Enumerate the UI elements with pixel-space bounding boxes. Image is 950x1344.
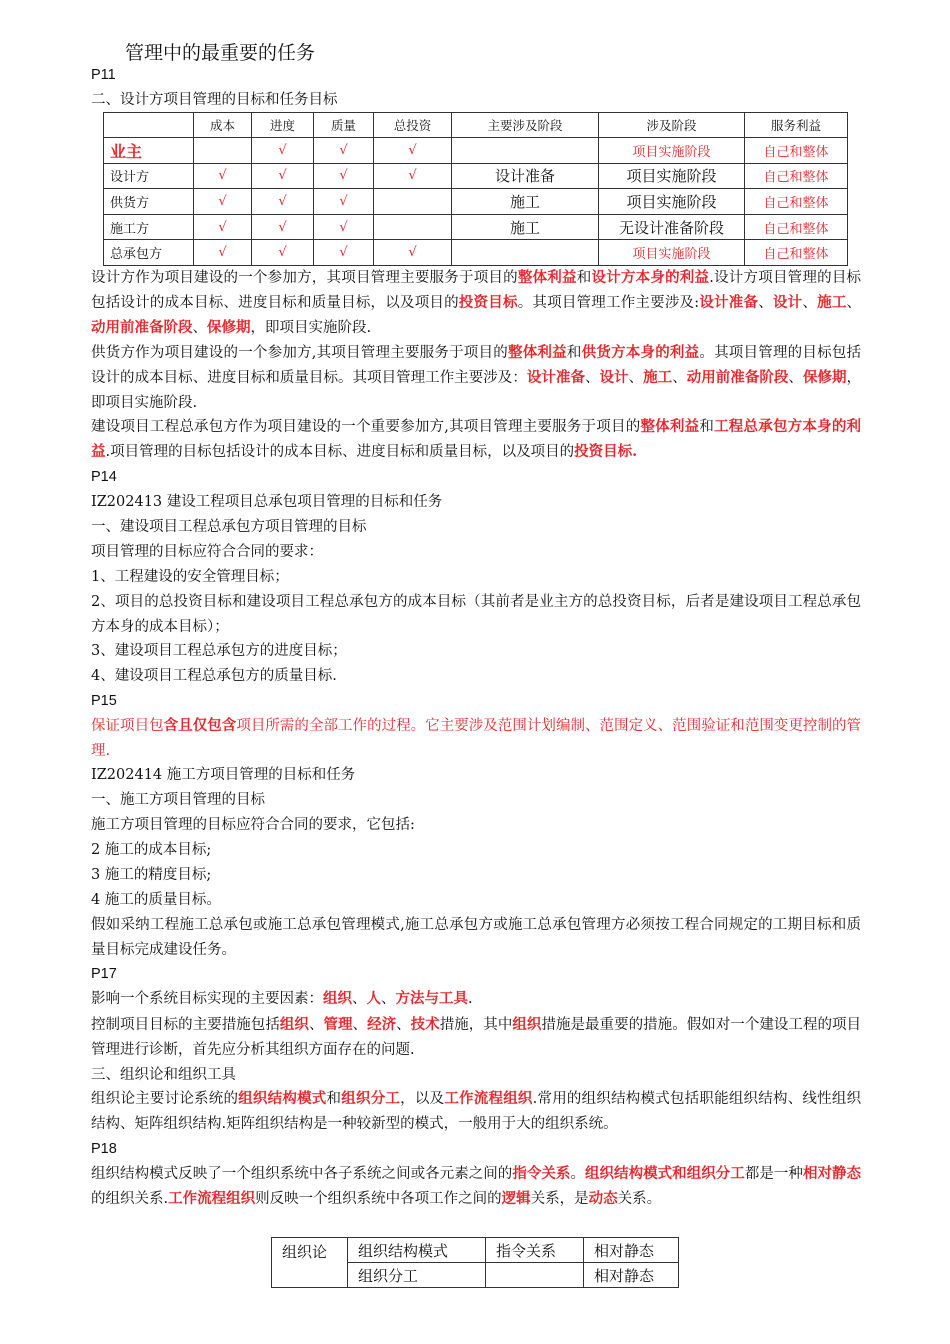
- highlight-text: 整体利益: [517, 269, 577, 286]
- table-cell: 相对静态: [584, 1263, 679, 1288]
- check-cell: √: [252, 240, 314, 266]
- header-cell: 进度: [252, 113, 314, 138]
- interest-cell: 自己和整体: [745, 138, 848, 164]
- highlight-text: 施工: [817, 293, 847, 311]
- text-run: 和: [566, 345, 582, 361]
- body-text: 施工方项目管理的目标应符合合同的要求，它包括:: [91, 817, 415, 833]
- paragraph-measures: [91, 1013, 861, 1063]
- highlight-text: 动用前准备阶段: [686, 368, 789, 386]
- text-run: 。其项目管理工作主要涉及:: [517, 294, 700, 311]
- text-run: 关系。: [617, 1190, 662, 1207]
- body-text: 项目管理的目标应符合合同的要求：: [91, 544, 323, 560]
- header-cell: [104, 113, 194, 138]
- check-cell: √: [314, 240, 374, 266]
- highlight-text: 施工: [643, 368, 673, 386]
- highlight-text: 设计准备: [526, 368, 585, 386]
- page-ref-p11: P11: [91, 67, 116, 83]
- check-cell: [374, 189, 452, 215]
- check-cell: √: [314, 189, 374, 215]
- text-run: 、: [381, 991, 396, 1007]
- text-run: 关系，是: [530, 1190, 589, 1207]
- text-run: 组织结构模式反映了一个组织系统中各子系统之间或各元素之间的: [91, 1166, 513, 1182]
- check-cell: √: [314, 163, 374, 189]
- table-row: [104, 189, 848, 215]
- list-item: 2、项目的总投资目标和建设项目工程总承包方的成本目标（其前者是业主方的总投资目标，后者是建设项目工程总承包方本身的成本目标）；: [91, 594, 861, 635]
- section-heading-iz202414: IZ202414 施工方项目管理的目标和任务: [91, 767, 356, 783]
- check-cell: √: [314, 138, 374, 164]
- highlight-text: 组织: [512, 1016, 542, 1033]
- text-run: 、: [788, 369, 803, 386]
- table-cell: 组织结构模式: [348, 1238, 486, 1263]
- stage-cell: 项目实施阶段: [599, 189, 745, 215]
- text-run: 、: [802, 294, 818, 311]
- interest-cell: 自己和整体: [745, 240, 848, 266]
- check-cell: √: [194, 189, 252, 215]
- highlight-text: 工作流程组织: [168, 1189, 256, 1207]
- highlight-text: 供货方本身的利益: [581, 344, 700, 361]
- table-label: 组织论: [272, 1238, 348, 1288]
- page-title: 管理中的最重要的任务: [125, 42, 316, 64]
- paragraph-supply-party: [91, 341, 861, 415]
- highlight-text: 整体利益: [507, 344, 567, 361]
- highlight-text: 整体利益: [640, 418, 700, 435]
- interest-cell: 自己和整体: [745, 163, 848, 189]
- list-item: 3、建设项目工程总承包方的进度目标；: [91, 643, 347, 659]
- row-label: 供货方: [104, 189, 194, 215]
- text-run: 项目所需的全部工作的过程。它主要涉及范围计划编制、范围定义、范围验证和范围变更控制的管理.: [91, 718, 862, 759]
- text-run: 保证项目包: [91, 718, 164, 734]
- highlight-text: 相对静态: [802, 1165, 862, 1182]
- highlight-text: 工作流程组织: [444, 1090, 533, 1107]
- text-run: 的组织关系.: [91, 1190, 169, 1207]
- text-run: 设计方作为项目建设的一个参加方，其项目管理主要服务于项目的: [91, 270, 518, 286]
- table-cell: 指令关系: [486, 1238, 584, 1263]
- text-run: 则反映一个组织系统中各项工作之间的: [255, 1190, 502, 1207]
- paragraph-design-party: [91, 266, 861, 340]
- text-run: 都是一种: [744, 1166, 803, 1182]
- interest-cell: 自己和整体: [745, 214, 848, 240]
- highlight-text: 组织结构模式: [238, 1090, 327, 1107]
- main-stage-cell: 设计准备: [452, 163, 599, 189]
- text-run: ，即项目实施阶段.: [250, 319, 372, 336]
- text-run: .: [468, 991, 473, 1007]
- text-run: 措施是最重要的措施。假如对一个建设工程的项目管理进行诊断，首先应分析其组织方面存在的问题.: [91, 1017, 862, 1058]
- paragraph-general-contractor: [91, 415, 861, 465]
- highlight-text: 方法与工具: [395, 990, 468, 1007]
- header-cell: 主要涉及阶段: [452, 113, 599, 138]
- page-ref-p14: P14: [91, 469, 117, 485]
- body-paragraph: 假如采纳工程施工总承包或施工总承包管理模式,施工总承包方或施工总承包管理方必须按工程合同规定的工期目标和质量目标完成建设任务。: [91, 917, 861, 958]
- highlight-text: 投资目标.: [574, 442, 638, 460]
- highlight-text: 组织结构模式和组织分工: [585, 1165, 745, 1182]
- row-label: 业主: [104, 138, 194, 164]
- highlight-text: 投资目标: [458, 293, 518, 311]
- stage-cell: 项目实施阶段: [599, 138, 745, 164]
- check-cell: √: [374, 138, 452, 164]
- text-run: 控制项目目标的主要措施包括: [91, 1017, 280, 1033]
- subheading: 一、建设项目工程总承包方项目管理的目标: [91, 519, 367, 535]
- paragraph-org-theory: [91, 1087, 861, 1137]
- row-label: 设计方: [104, 163, 194, 189]
- highlight-text: 组织分工: [341, 1090, 401, 1107]
- page-ref-p17: P17: [91, 966, 117, 982]
- text-run: 、: [352, 1017, 368, 1033]
- paragraph-factors: [91, 987, 866, 1012]
- text-run: 影响一个系统目标实现的主要因素：: [91, 991, 323, 1007]
- text-run: 供货方作为项目建设的一个参加方,其项目管理主要服务于项目的: [91, 345, 508, 361]
- highlight-text: 动态: [588, 1189, 618, 1207]
- text-run: 、: [585, 369, 600, 386]
- table-row: [104, 214, 848, 240]
- highlight-text: 指令关系: [512, 1165, 571, 1182]
- highlight-text: 设计: [772, 293, 803, 311]
- table-row: [104, 240, 848, 266]
- subheading: 一、施工方项目管理的目标: [91, 792, 265, 808]
- list-item: 4 施工的质量目标。: [91, 892, 221, 908]
- page-ref-p18: P18: [91, 1141, 117, 1157]
- text-run: 、: [846, 294, 862, 311]
- text-run: ，即项目实施阶段.: [91, 369, 862, 411]
- section-heading-org: 三、组织论和组织工具: [91, 1067, 236, 1083]
- check-cell: √: [194, 240, 252, 266]
- main-stage-cell: 施工: [452, 189, 599, 215]
- main-stage-cell: [452, 138, 599, 164]
- header-cell: 质量: [314, 113, 374, 138]
- stage-cell: 无设计准备阶段: [599, 214, 745, 240]
- list-item: 4、建设项目工程总承包方的质量目标.: [91, 668, 337, 684]
- check-cell: √: [194, 214, 252, 240]
- text-run: 组织论主要讨论系统的: [91, 1091, 239, 1107]
- text-run: 、: [396, 1017, 411, 1033]
- interest-cell: 自己和整体: [745, 189, 848, 215]
- highlight-text: 组织: [279, 1016, 309, 1033]
- check-cell: √: [194, 163, 252, 189]
- highlight-text: 组织: [323, 990, 352, 1007]
- text-run: 、: [308, 1017, 324, 1033]
- check-cell: √: [252, 138, 314, 164]
- goals-table-header: [104, 113, 848, 138]
- text-run: 措施，其中: [439, 1017, 513, 1033]
- text-run: 、: [672, 369, 687, 386]
- text-run: 和: [326, 1091, 342, 1107]
- main-stage-cell: 施工: [452, 214, 599, 240]
- check-cell: √: [252, 163, 314, 189]
- check-cell: [374, 214, 452, 240]
- text-run: 建设项目工程总承包方作为项目建设的一个重要参加方,其项目管理主要服务于项目的: [91, 419, 641, 435]
- header-cell: 服务利益: [745, 113, 848, 138]
- check-cell: √: [252, 189, 314, 215]
- check-cell: [194, 138, 252, 164]
- page-ref-p15: P15: [91, 693, 117, 709]
- highlight-text: 设计准备: [699, 293, 759, 311]
- text-run: 。其项目管理的目标包括设计的成本目标、进度目标和质量目标。其项目管理工作主要涉及：: [91, 345, 862, 386]
- table-row: [104, 138, 848, 164]
- paragraph-scope: [91, 714, 861, 764]
- table-row: [272, 1238, 679, 1263]
- header-cell: 总投资: [374, 113, 452, 138]
- row-label: 施工方: [104, 214, 194, 240]
- highlight-text: 保修期: [802, 368, 847, 386]
- check-cell: √: [374, 240, 452, 266]
- stage-cell: 项目实施阶段: [599, 163, 745, 189]
- highlight-text: 保修期: [207, 318, 251, 336]
- text-run: 、: [628, 369, 644, 386]
- list-item: 3 施工的精度目标;: [91, 867, 212, 883]
- highlight-text: 含且仅包含: [163, 717, 237, 734]
- table-cell: [486, 1263, 584, 1288]
- text-run: 、: [192, 319, 207, 336]
- highlight-text: 技术: [410, 1016, 440, 1033]
- text-run: 和: [576, 270, 592, 286]
- highlight-text: 逻辑: [501, 1189, 531, 1207]
- list-item: 1、工程建设的安全管理目标；: [91, 569, 289, 585]
- stage-cell: 项目实施阶段: [599, 240, 745, 266]
- text-run: .设计方项目管理的目标包括设计的成本目标、进度目标和质量目标，以及项目的: [91, 270, 862, 311]
- check-cell: √: [314, 214, 374, 240]
- paragraph-org-structure: [91, 1162, 861, 1212]
- goals-table: [103, 112, 848, 266]
- list-item: 2 施工的成本目标;: [91, 842, 212, 858]
- section-heading-design: 二、设计方项目管理的目标和任务目标: [91, 92, 338, 108]
- check-cell: √: [252, 214, 314, 240]
- section-heading-iz202413: IZ202413 建设工程项目总承包项目管理的目标和任务: [91, 494, 443, 510]
- check-cell: √: [374, 163, 452, 189]
- text-run: 。: [570, 1166, 585, 1182]
- table-row: [104, 163, 848, 189]
- main-stage-cell: [452, 240, 599, 266]
- header-cell: 涉及阶段: [599, 113, 745, 138]
- text-run: .项目管理的目标包括设计的成本目标、进度目标和质量目标，以及项目的: [105, 443, 575, 460]
- org-theory-table: [271, 1237, 679, 1288]
- header-cell: 成本: [194, 113, 252, 138]
- highlight-text: 经济: [367, 1016, 397, 1033]
- highlight-text: 人: [366, 990, 381, 1007]
- text-run: 、: [352, 991, 367, 1007]
- text-run: 和: [699, 419, 715, 435]
- text-run: .常用的组织结构模式包括职能组织结构、线性组织结构、矩阵组织结构.矩阵组织结构是一种较新型的模式，一般用于大的组织系统。: [91, 1091, 862, 1132]
- highlight-text: 动用前准备阶段: [91, 318, 193, 336]
- highlight-text: 管理: [323, 1016, 353, 1033]
- highlight-text: 工程总承包方本身的利益: [91, 418, 862, 460]
- text-run: ，以及: [400, 1091, 445, 1107]
- text-run: 、: [758, 294, 773, 311]
- row-label: 总承包方: [104, 240, 194, 266]
- highlight-text: 设计方本身的利益: [591, 269, 710, 286]
- table-cell: 相对静态: [584, 1238, 679, 1263]
- table-cell: 组织分工: [348, 1263, 486, 1288]
- highlight-text: 设计: [599, 368, 629, 386]
